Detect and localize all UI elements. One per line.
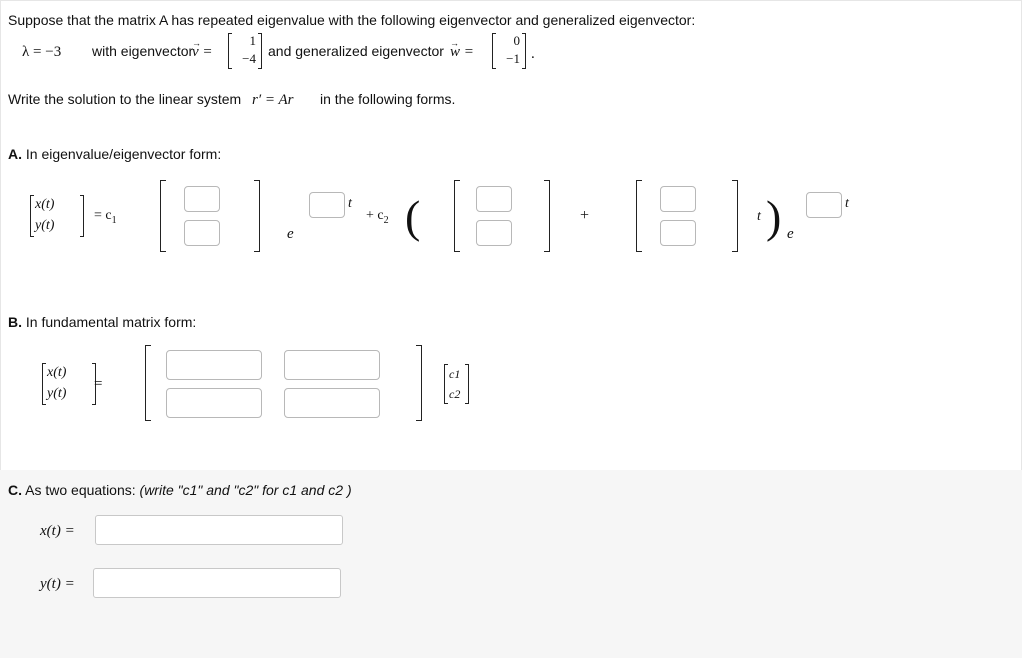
paren-left: ( (405, 191, 421, 242)
exp-t-1: t (348, 196, 352, 211)
in-following-text: in the following forms. (320, 91, 456, 107)
part-c-heading: C. As two equations: (write "c1" and "c2" for c1 and c2 ) (8, 482, 352, 498)
lambda-equation: λ = −3 (22, 44, 62, 60)
a-vec1-bracket-right (254, 180, 260, 252)
b-matrix-22-input[interactable] (284, 388, 380, 418)
c2-symbol: c2 (449, 387, 461, 401)
b-matrix-21-input[interactable] (166, 388, 262, 418)
a-vec2-bracket-right (544, 180, 550, 252)
w-value-2: −1 (506, 51, 520, 66)
exp-e-1: e (287, 226, 294, 242)
v-value-1: 1 (249, 33, 256, 48)
with-eigenvector-text: with eigenvector (92, 43, 194, 59)
w-value-1: 0 (513, 33, 520, 48)
a-vector-2b-input[interactable] (476, 220, 512, 246)
w-symbol: w → = (450, 44, 474, 60)
b-x-of-t: x(t) (47, 365, 67, 380)
b-matrix-12-input[interactable] (284, 350, 380, 380)
x-equation-input[interactable] (95, 515, 343, 545)
exp-t-2: t (845, 196, 849, 211)
b-matrix-11-input[interactable] (166, 350, 262, 380)
a-vec1-bracket-left (160, 180, 166, 252)
a-eigenvector-2-input[interactable] (184, 220, 220, 246)
exp-e-2: e (787, 226, 794, 242)
a-vec3-bracket-left (636, 180, 642, 252)
paren-right: ) (766, 191, 782, 242)
v-value-2: −4 (242, 51, 256, 66)
part-a-heading: A. In eigenvalue/eigenvector form: (8, 146, 222, 162)
write-solution-text: Write the solution to the linear system (8, 91, 242, 107)
xy-bracket-left (30, 195, 34, 237)
plus-c2: + $c_2$ (366, 208, 389, 226)
b-matrix-bracket-right (416, 345, 422, 421)
a-exponent-1-input[interactable] (309, 192, 345, 218)
w-bracket-left (492, 33, 496, 69)
a-eigenvector-1-input[interactable] (184, 186, 220, 212)
b-xy-bracket-left (42, 363, 46, 405)
b-y-of-t: y(t) (47, 386, 67, 401)
a-exponent-2-input[interactable] (806, 192, 842, 218)
c-vector-bracket-right (465, 364, 469, 404)
v-symbol: v → = (192, 44, 213, 60)
linear-system: r′ = Ar (252, 92, 294, 108)
x-equation-label: x(t) = (40, 523, 75, 539)
v-bracket-left (228, 33, 232, 69)
a-vec2-bracket-left (454, 180, 460, 252)
y-equation-input[interactable] (93, 568, 341, 598)
c1-symbol: c1 (449, 367, 461, 381)
v-bracket-right (258, 33, 262, 69)
problem-intro: Suppose that the matrix A has repeated eigenvalue with the following eigenvector and generalized eigenvector: (8, 12, 696, 28)
c-vector-bracket-left (444, 364, 448, 404)
y-equation-label: y(t) = (40, 576, 75, 592)
a-vector-3b-input[interactable] (660, 220, 696, 246)
b-matrix-bracket-left (145, 345, 151, 421)
w-bracket-right (522, 33, 526, 69)
x-of-t: x(t) (35, 197, 55, 212)
and-generalized-text: and generalized eigenvector (268, 43, 444, 59)
y-of-t: y(t) (35, 218, 55, 233)
b-equals: = (94, 376, 103, 392)
equals-c1: = $c_1$ (94, 208, 117, 226)
a-vector-2a-input[interactable] (476, 186, 512, 212)
a-vector-3a-input[interactable] (660, 186, 696, 212)
part-b-heading: B. In fundamental matrix form: (8, 314, 197, 330)
part-c-panel (0, 470, 1022, 658)
t-multiplier: t (757, 209, 761, 224)
period: . (531, 46, 535, 62)
xy-bracket-right (80, 195, 84, 237)
a-vec3-bracket-right (732, 180, 738, 252)
plus-sign: + (580, 207, 590, 224)
